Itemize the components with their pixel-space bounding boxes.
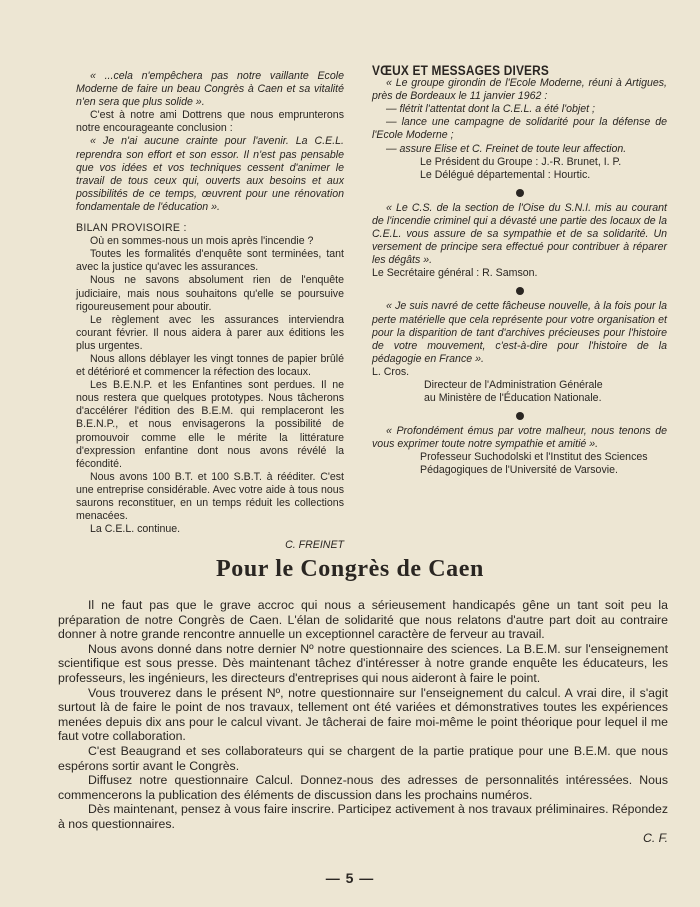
paragraph: Diffusez notre questionnaire Calcul. Donnez-nous des adresses de personnalités intéressées. Nous commencerons la publication des éléments de discussion dans les prochains numéros. <box>58 773 668 802</box>
message-text: « Le groupe girondin de l'Ecole Moderne, réuni à Artigues, près de Bordeaux le 11 janvier 1962 : <box>372 77 667 103</box>
message-signature: au Ministère de l'Éducation Nationale. <box>424 392 602 405</box>
message-signature: Le Secrétaire général : R. Samson. <box>372 267 538 280</box>
article-title: Pour le Congrès de Caen <box>215 556 484 582</box>
message-signature: Le Délégué départemental : Hourtic. <box>420 168 591 181</box>
page-number: — 5 — <box>325 870 375 886</box>
section-title: VŒUX ET MESSAGES DIVERS <box>372 63 550 78</box>
paragraph: C'est à notre ami Dottrens que nous emprunterons notre encourageante conclusion : <box>76 109 344 135</box>
paragraph: Dès maintenant, pensez à vous faire inscrire. Participez activement à nos travaux préliminaires. Répondez à nos questionnaires. <box>58 802 668 831</box>
article-body <box>58 598 668 845</box>
paragraph: Les B.E.N.P. et les Enfantines sont perdues. Il ne nous restera que quelques prototypes. Nous tâcherons d'accélérer l'édition des B.E.M. qui remplaceront les B.E.N.P., et nous envisagerons la possibilité de promouvoir comme elle le mérite la littérature d'expression enfantine dont nous avons révélé la fécondité. <box>76 379 344 470</box>
message-signature: Directeur de l'Administration Générale <box>424 378 603 391</box>
paragraph: Le règlement avec les assurances interviendra courant février. Il nous aidera à parer aux éditions les plus urgentes. <box>76 313 344 352</box>
message-item: — lance une campagne de solidarité pour la défense de l'Ecole Moderne ; <box>372 116 667 142</box>
message-signature: Le Président du Groupe : J.-R. Brunet, I. P. <box>420 155 622 168</box>
signature: C. FREINET <box>285 539 344 552</box>
paragraph: La C.E.L. continue. <box>90 523 181 536</box>
message-item: — assure Elise et C. Freinet de toute leur affection. <box>386 142 627 155</box>
paragraph: Vous trouverez dans le présent Nº, notre questionnaire sur l'enseignement du calcul. A vrai dire, il s'agit surtout là de faire le point de nos travaux, tellement ont été variées et démonstratives toutes les expériences menées depuis dix ans pour le calcul vivant. Je tâcherai de faire moi-même le point théorique pour lequel il me faut votre collaboration. <box>58 685 668 744</box>
left-column <box>76 70 344 552</box>
quote-paragraph: « ...cela n'empêchera pas notre vaillante Ecole Moderne de faire un beau Congrès à Caen et sa vitalité n'en sera que plus solide ». <box>76 70 344 109</box>
message-signature: Pédagogiques de l'Université de Varsovie. <box>420 464 618 477</box>
message-text: « Je suis navré de cette fâcheuse nouvelle, à la fois pour la perte matérielle que cela représente pour votre organisation et pour la disparition de tant d'archives précieuses pour l'histoire de votre mouvement, c'est-à-dire pour l'histoire de la pédagogie en France ». <box>372 300 667 365</box>
paragraph: Nous ne savons absolument rien de l'enquête judiciaire, mais nous souhaitons qu'elle se poursuive rigoureusement pour aboutir. <box>76 274 344 313</box>
bullet-separator <box>516 412 524 420</box>
message-signature: L. Cros. <box>372 365 410 378</box>
bullet-separator <box>516 189 524 197</box>
paragraph: Où en sommes-nous un mois après l'incendie ? <box>90 235 314 248</box>
paragraph: Il ne faut pas que le grave accroc qui nous a sérieusement handicapés gêne un tant soit peu la préparation de notre Congrès de Caen. L'élan de solidarité que nous relatons d'autre part doit au contraire donner à notre grande rencontre annuelle un exceptionnel caractère de ferveur au travail. <box>58 598 668 642</box>
paragraph: Nous allons déblayer les vingt tonnes de papier brûlé et détérioré et commencer la réfection des locaux. <box>76 352 344 379</box>
right-column <box>372 64 667 478</box>
message-text: « Le C.S. de la section de l'Oise du S.N.I. mis au courant de l'incendie criminel qui a dévasté une partie des locaux de la C.E.L. vous assure de sa sympathie et de sa solidarité. Un versement de principe sera effectué pour contribuer à réparer les dégâts ». <box>372 201 667 267</box>
message-item: — flétrit l'attentat dont la C.E.L. a été l'objet ; <box>386 103 595 116</box>
bullet-separator <box>516 287 524 295</box>
quote-paragraph: « Je n'ai aucune crainte pour l'avenir. La C.E.L. reprendra son effort et son essor. Il n'est pas pensable que vos idées et vos techniques cessent d'animer le travail de tous ceux qui, ouverts aux besoins et aux possibilités de ce temps, œuvrent pour une rénovation fondamentale de l'éducation ». <box>76 135 344 213</box>
message-signature: Professeur Suchodolski et l'Institut des Sciences <box>420 451 648 464</box>
paragraph: Nous avons 100 B.T. et 100 S.B.T. à rééditer. C'est une entreprise considérable. Avec votre aide à tous nous saurons reconstituer, en un temps réduit les collections menacées. <box>76 470 344 523</box>
paragraph: Nous avons donné dans notre dernier Nº notre questionnaire des sciences. La B.E.M. sur l'enseignement scientifique est sous presse. Dès maintenant tâchez d'intéresser à notre grande enquête les éducateurs, les professeurs, les ingénieurs, les directeurs d'entreprises qui nous aideront à faire le point. <box>58 641 668 685</box>
paragraph: Toutes les formalités d'enquête sont terminées, tant avec la justice qu'avec les assurances. <box>76 248 344 274</box>
message-text: « Profondément émus par votre malheur, nous tenons de vous exprimer toute notre sympathie et amitié ». <box>372 425 667 451</box>
paragraph: C'est Beaugrand et ses collaborateurs qui se chargent de la partie pratique pour une B.E.M. que nous espérons sortir avant le Congrès. <box>58 743 668 773</box>
section-heading: BILAN PROVISOIRE : <box>76 222 187 235</box>
signature: C. F. <box>642 830 668 845</box>
